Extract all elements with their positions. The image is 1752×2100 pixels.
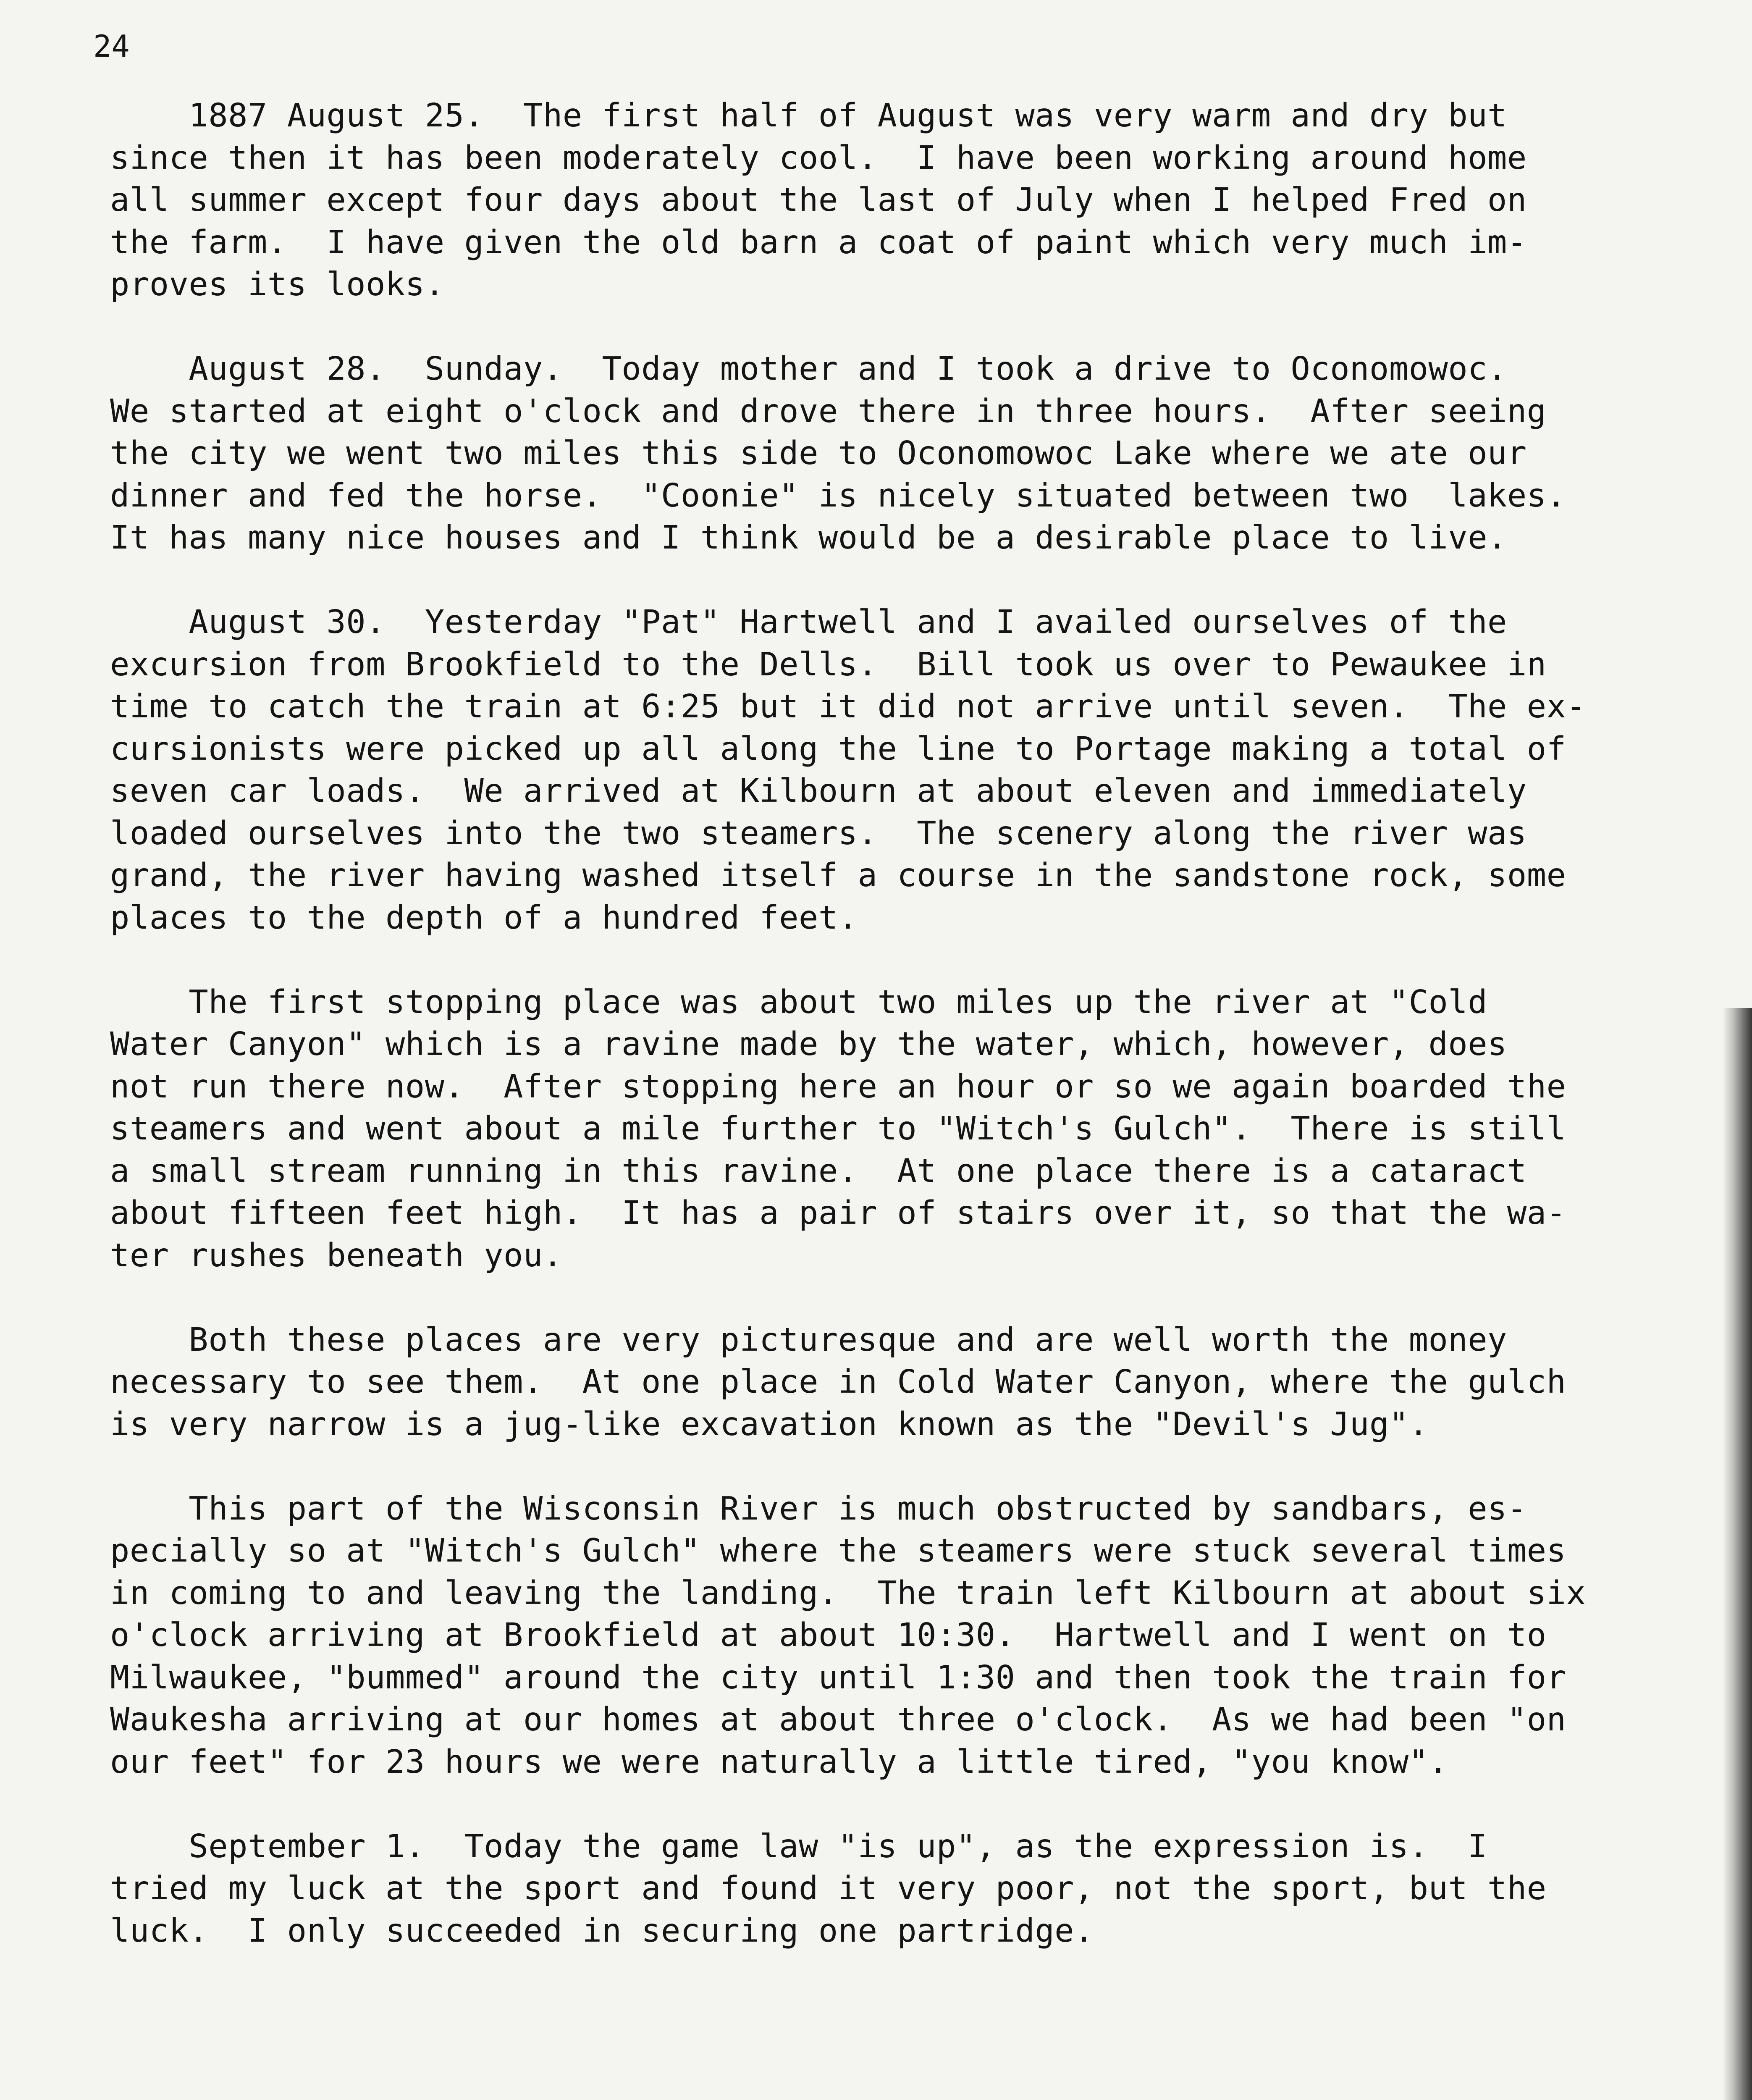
text-line: Milwaukee, "bummed" around the city until 1:30 and then took the train for (110, 1659, 1566, 1696)
page-edge-shadow (1723, 1008, 1752, 2100)
text-line: August 28. Sunday. Today mother and I took a drive to Oconomowoc. (110, 350, 1507, 388)
text-line: o'clock arriving at Brookfield at about 10:30. Hartwell and I went on to (110, 1617, 1547, 1654)
text-line: since then it has been moderately cool. I have been working around home (110, 139, 1527, 177)
text-line: all summer except four days about the last of July when I helped Fred on (110, 181, 1527, 219)
text-line: the farm. I have given the old barn a coat of paint which very much im- (110, 223, 1527, 261)
text-line: August 30. Yesterday "Pat" Hartwell and I availed ourselves of the (110, 604, 1507, 641)
text-line: about fifteen feet high. It has a pair of stairs over it, so that the wa- (110, 1194, 1566, 1232)
text-line: It has many nice houses and I think would be a desirable place to live. (110, 519, 1507, 556)
text-line: in coming to and leaving the landing. The train left Kilbourn at about six (110, 1574, 1586, 1612)
text-line: cursionists were picked up all along the line to Portage making a total of (110, 730, 1566, 768)
diary-entry-august-28 (110, 348, 1706, 559)
text-line: seven car loads. We arrived at Kilbourn at about eleven and immediately (110, 772, 1527, 810)
text-line: proves its looks. (110, 266, 445, 303)
text-line: Waukesha arriving at our homes at about three o'clock. As we had been "on (110, 1701, 1566, 1738)
diary-text (110, 95, 1706, 1995)
text-line: our feet" for 23 hours we were naturally a little tired, "you know". (110, 1743, 1448, 1781)
text-line: 1887 August 25. The first half of August was very warm and dry but (110, 97, 1507, 134)
page-number: 24 (93, 29, 130, 64)
text-line: September 1. Today the game law "is up", as the expression is. I (110, 1827, 1488, 1865)
text-line: ter rushes beneath you. (110, 1236, 563, 1274)
text-line: excursion from Brookfield to the Dells. Bill took us over to Pewaukee in (110, 646, 1547, 683)
text-line: necessary to see them. At one place in Cold Water Canyon, where the gulch (110, 1363, 1566, 1401)
diary-entry-august-25 (110, 95, 1706, 306)
text-line: a small stream running in this ravine. At one place there is a cataract (110, 1152, 1527, 1190)
text-line: Both these places are very picturesque and are well worth the money (110, 1321, 1507, 1359)
text-line: places to the depth of a hundred feet. (110, 899, 858, 937)
text-line: This part of the Wisconsin River is much obstructed by sandbars, es- (110, 1490, 1527, 1528)
text-line: loaded ourselves into the two steamers. The scenery along the river was (110, 814, 1527, 852)
text-line: time to catch the train at 6:25 but it did not arrive until seven. The ex- (110, 688, 1586, 725)
text-line: Water Canyon" which is a ravine made by the water, which, however, does (110, 1026, 1507, 1063)
text-line: luck. I only succeeded in securing one partridge. (110, 1912, 1094, 1950)
text-line: We started at eight o'clock and drove there in three hours. After seeing (110, 392, 1547, 430)
text-line: tried my luck at the sport and found it very poor, not the sport, but the (110, 1870, 1547, 1907)
diary-paragraph-stopping-place (110, 982, 1706, 1277)
text-line: dinner and fed the horse. "Coonie" is nicely situated between two lakes. (110, 477, 1566, 514)
text-line: grand, the river having washed itself a course in the sandstone rock, some (110, 857, 1566, 894)
text-line: The first stopping place was about two miles up the river at "Cold (110, 983, 1488, 1021)
diary-paragraph-picturesque (110, 1319, 1706, 1446)
text-line: pecially so at "Witch's Gulch" where the steamers were stuck several times (110, 1532, 1566, 1570)
diary-entry-september-1 (110, 1826, 1706, 1953)
diary-paragraph-wisconsin-river (110, 1488, 1706, 1784)
text-line: steamers and went about a mile further to "Witch's Gulch". There is still (110, 1110, 1566, 1147)
text-line: is very narrow is a jug-like excavation known as the "Devil's Jug". (110, 1405, 1429, 1443)
diary-entry-august-30 (110, 601, 1706, 939)
text-line: the city we went two miles this side to Oconomowoc Lake where we ate our (110, 435, 1527, 472)
text-line: not run there now. After stopping here an hour or so we again boarded the (110, 1068, 1566, 1105)
